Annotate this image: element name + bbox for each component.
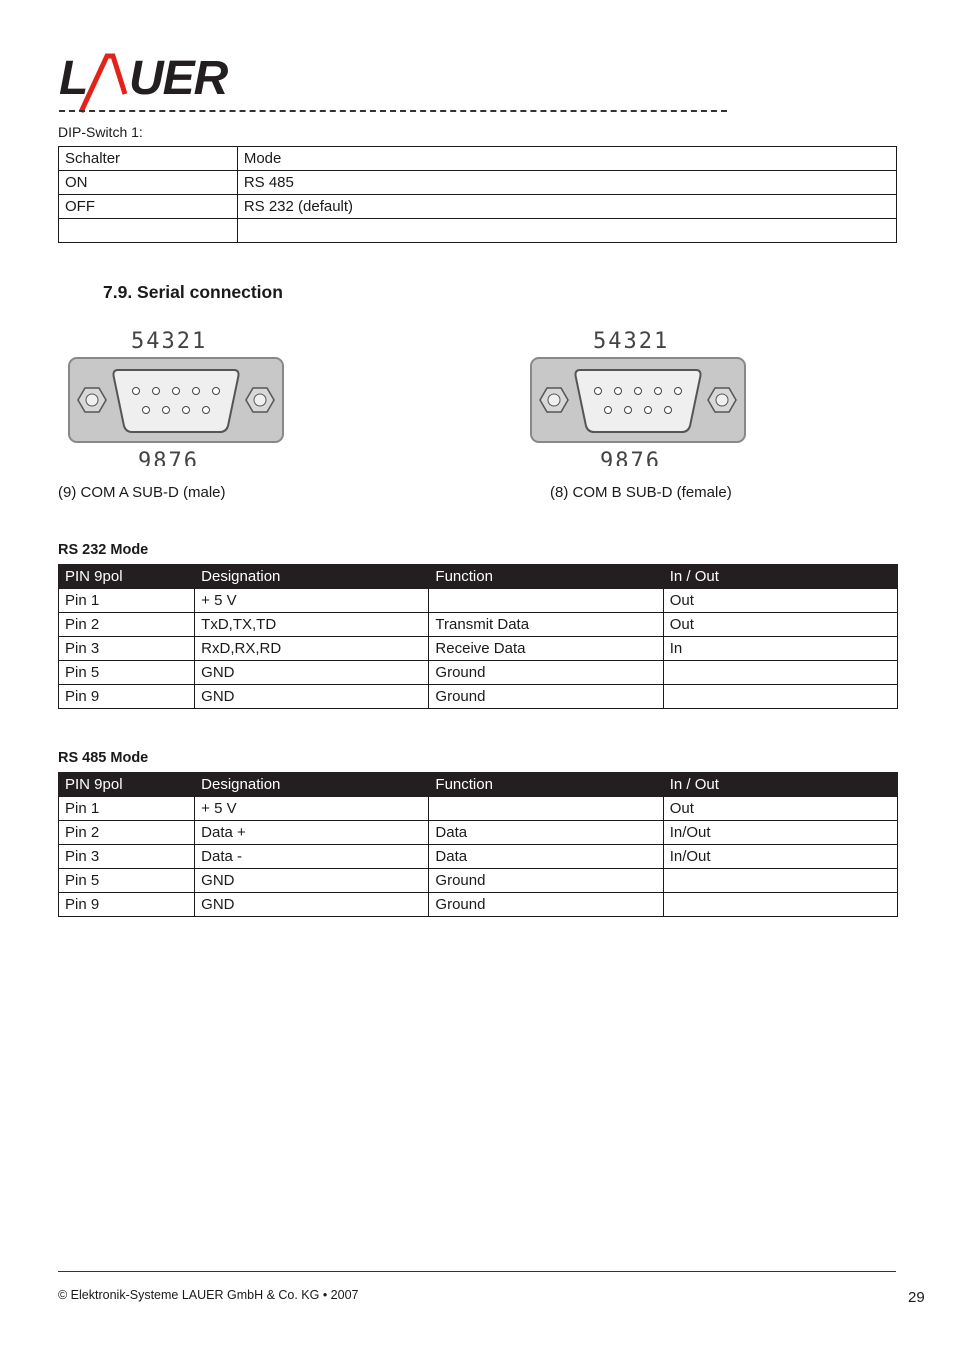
rs232-pin-table (58, 564, 898, 709)
connector-a-caption: (9) COM A SUB-D (male) (58, 484, 226, 501)
column-header: In / Out (663, 773, 897, 797)
table-row (59, 661, 898, 685)
table-cell (429, 589, 663, 613)
table-cell: Pin 5 (59, 869, 195, 893)
table-cell: + 5 V (195, 797, 429, 821)
column-header: In / Out (663, 565, 897, 589)
table-cell: Ground (429, 869, 663, 893)
svg-text:UER: UER (129, 52, 228, 105)
table-cell (237, 219, 896, 243)
table-cell: RS 232 (default) (237, 195, 896, 219)
section-title: 7.9. Serial connection (103, 282, 283, 302)
table-cell: Pin 3 (59, 637, 195, 661)
rs485-pin-table (58, 772, 898, 917)
table-cell: Pin 9 (59, 893, 195, 917)
table-cell: Out (663, 613, 897, 637)
column-header: Function (429, 565, 663, 589)
table-cell (429, 797, 663, 821)
table-cell: Pin 9 (59, 685, 195, 709)
rs485-title: RS 485 Mode (58, 750, 149, 766)
table-row (59, 685, 898, 709)
connector-b (528, 326, 748, 471)
table-row (59, 637, 898, 661)
table-cell: Ground (429, 893, 663, 917)
table-cell: Ground (429, 661, 663, 685)
table-cell (663, 893, 897, 917)
footer-copyright: © Elektronik-Systeme LAUER GmbH & Co. KG • 2007 (58, 1288, 359, 1302)
table-cell: GND (195, 893, 429, 917)
table-header-row (59, 773, 898, 797)
page-number: 29 (908, 1289, 925, 1306)
column-header: PIN 9pol (59, 773, 195, 797)
table-row (59, 147, 897, 171)
table-row (59, 171, 897, 195)
table-cell (663, 869, 897, 893)
header-dashed-divider (59, 110, 727, 112)
column-header: Designation (195, 773, 429, 797)
column-header: PIN 9pol (59, 565, 195, 589)
table-row (59, 219, 897, 243)
table-cell: ON (59, 171, 238, 195)
table-header-row (59, 565, 898, 589)
table-cell: In/Out (663, 845, 897, 869)
table-cell: Data + (195, 821, 429, 845)
table-cell: Pin 1 (59, 589, 195, 613)
connector-bottom-pins: 9876 (600, 449, 661, 466)
table-cell: GND (195, 869, 429, 893)
connector-bottom-pins: 9876 (138, 449, 199, 466)
footer-divider (58, 1271, 896, 1272)
connector-a (66, 326, 286, 471)
table-cell: Pin 3 (59, 845, 195, 869)
table-cell: + 5 V (195, 589, 429, 613)
svg-text:L: L (59, 52, 88, 105)
table-cell: Receive Data (429, 637, 663, 661)
table-cell: Data (429, 821, 663, 845)
table-cell: In (663, 637, 897, 661)
table-cell: In/Out (663, 821, 897, 845)
table-cell (663, 661, 897, 685)
rs232-title: RS 232 Mode (58, 542, 149, 558)
table-row (59, 869, 898, 893)
table-cell: Mode (237, 147, 896, 171)
sub-d-male-connector-icon (66, 326, 286, 466)
table-row (59, 797, 898, 821)
table-cell: GND (195, 661, 429, 685)
column-header: Function (429, 773, 663, 797)
table-cell: Out (663, 589, 897, 613)
connector-top-pins: 54321 (593, 329, 670, 354)
table-cell: TxD,TX,TD (195, 613, 429, 637)
table-cell: GND (195, 685, 429, 709)
table-cell: Out (663, 797, 897, 821)
table-row (59, 195, 897, 219)
table-cell: Pin 2 (59, 821, 195, 845)
table-row (59, 589, 898, 613)
table-cell: Schalter (59, 147, 238, 171)
table-cell: Ground (429, 685, 663, 709)
table-row (59, 845, 898, 869)
table-row (59, 893, 898, 917)
connector-b-caption: (8) COM B SUB-D (female) (550, 484, 732, 501)
table-cell (59, 219, 238, 243)
table-cell: Pin 5 (59, 661, 195, 685)
dip-switch-title: DIP-Switch 1: (58, 124, 143, 140)
lauer-logo (57, 52, 257, 114)
table-cell: Transmit Data (429, 613, 663, 637)
sub-d-female-connector-icon (528, 326, 748, 466)
table-cell: Data - (195, 845, 429, 869)
table-cell: RxD,RX,RD (195, 637, 429, 661)
table-row (59, 613, 898, 637)
table-cell (663, 685, 897, 709)
connector-top-pins: 54321 (131, 329, 208, 354)
table-row (59, 821, 898, 845)
table-cell: Pin 1 (59, 797, 195, 821)
column-header: Designation (195, 565, 429, 589)
table-cell: Pin 2 (59, 613, 195, 637)
table-cell: RS 485 (237, 171, 896, 195)
table-cell: Data (429, 845, 663, 869)
dip-switch-table (58, 146, 897, 243)
table-cell: OFF (59, 195, 238, 219)
